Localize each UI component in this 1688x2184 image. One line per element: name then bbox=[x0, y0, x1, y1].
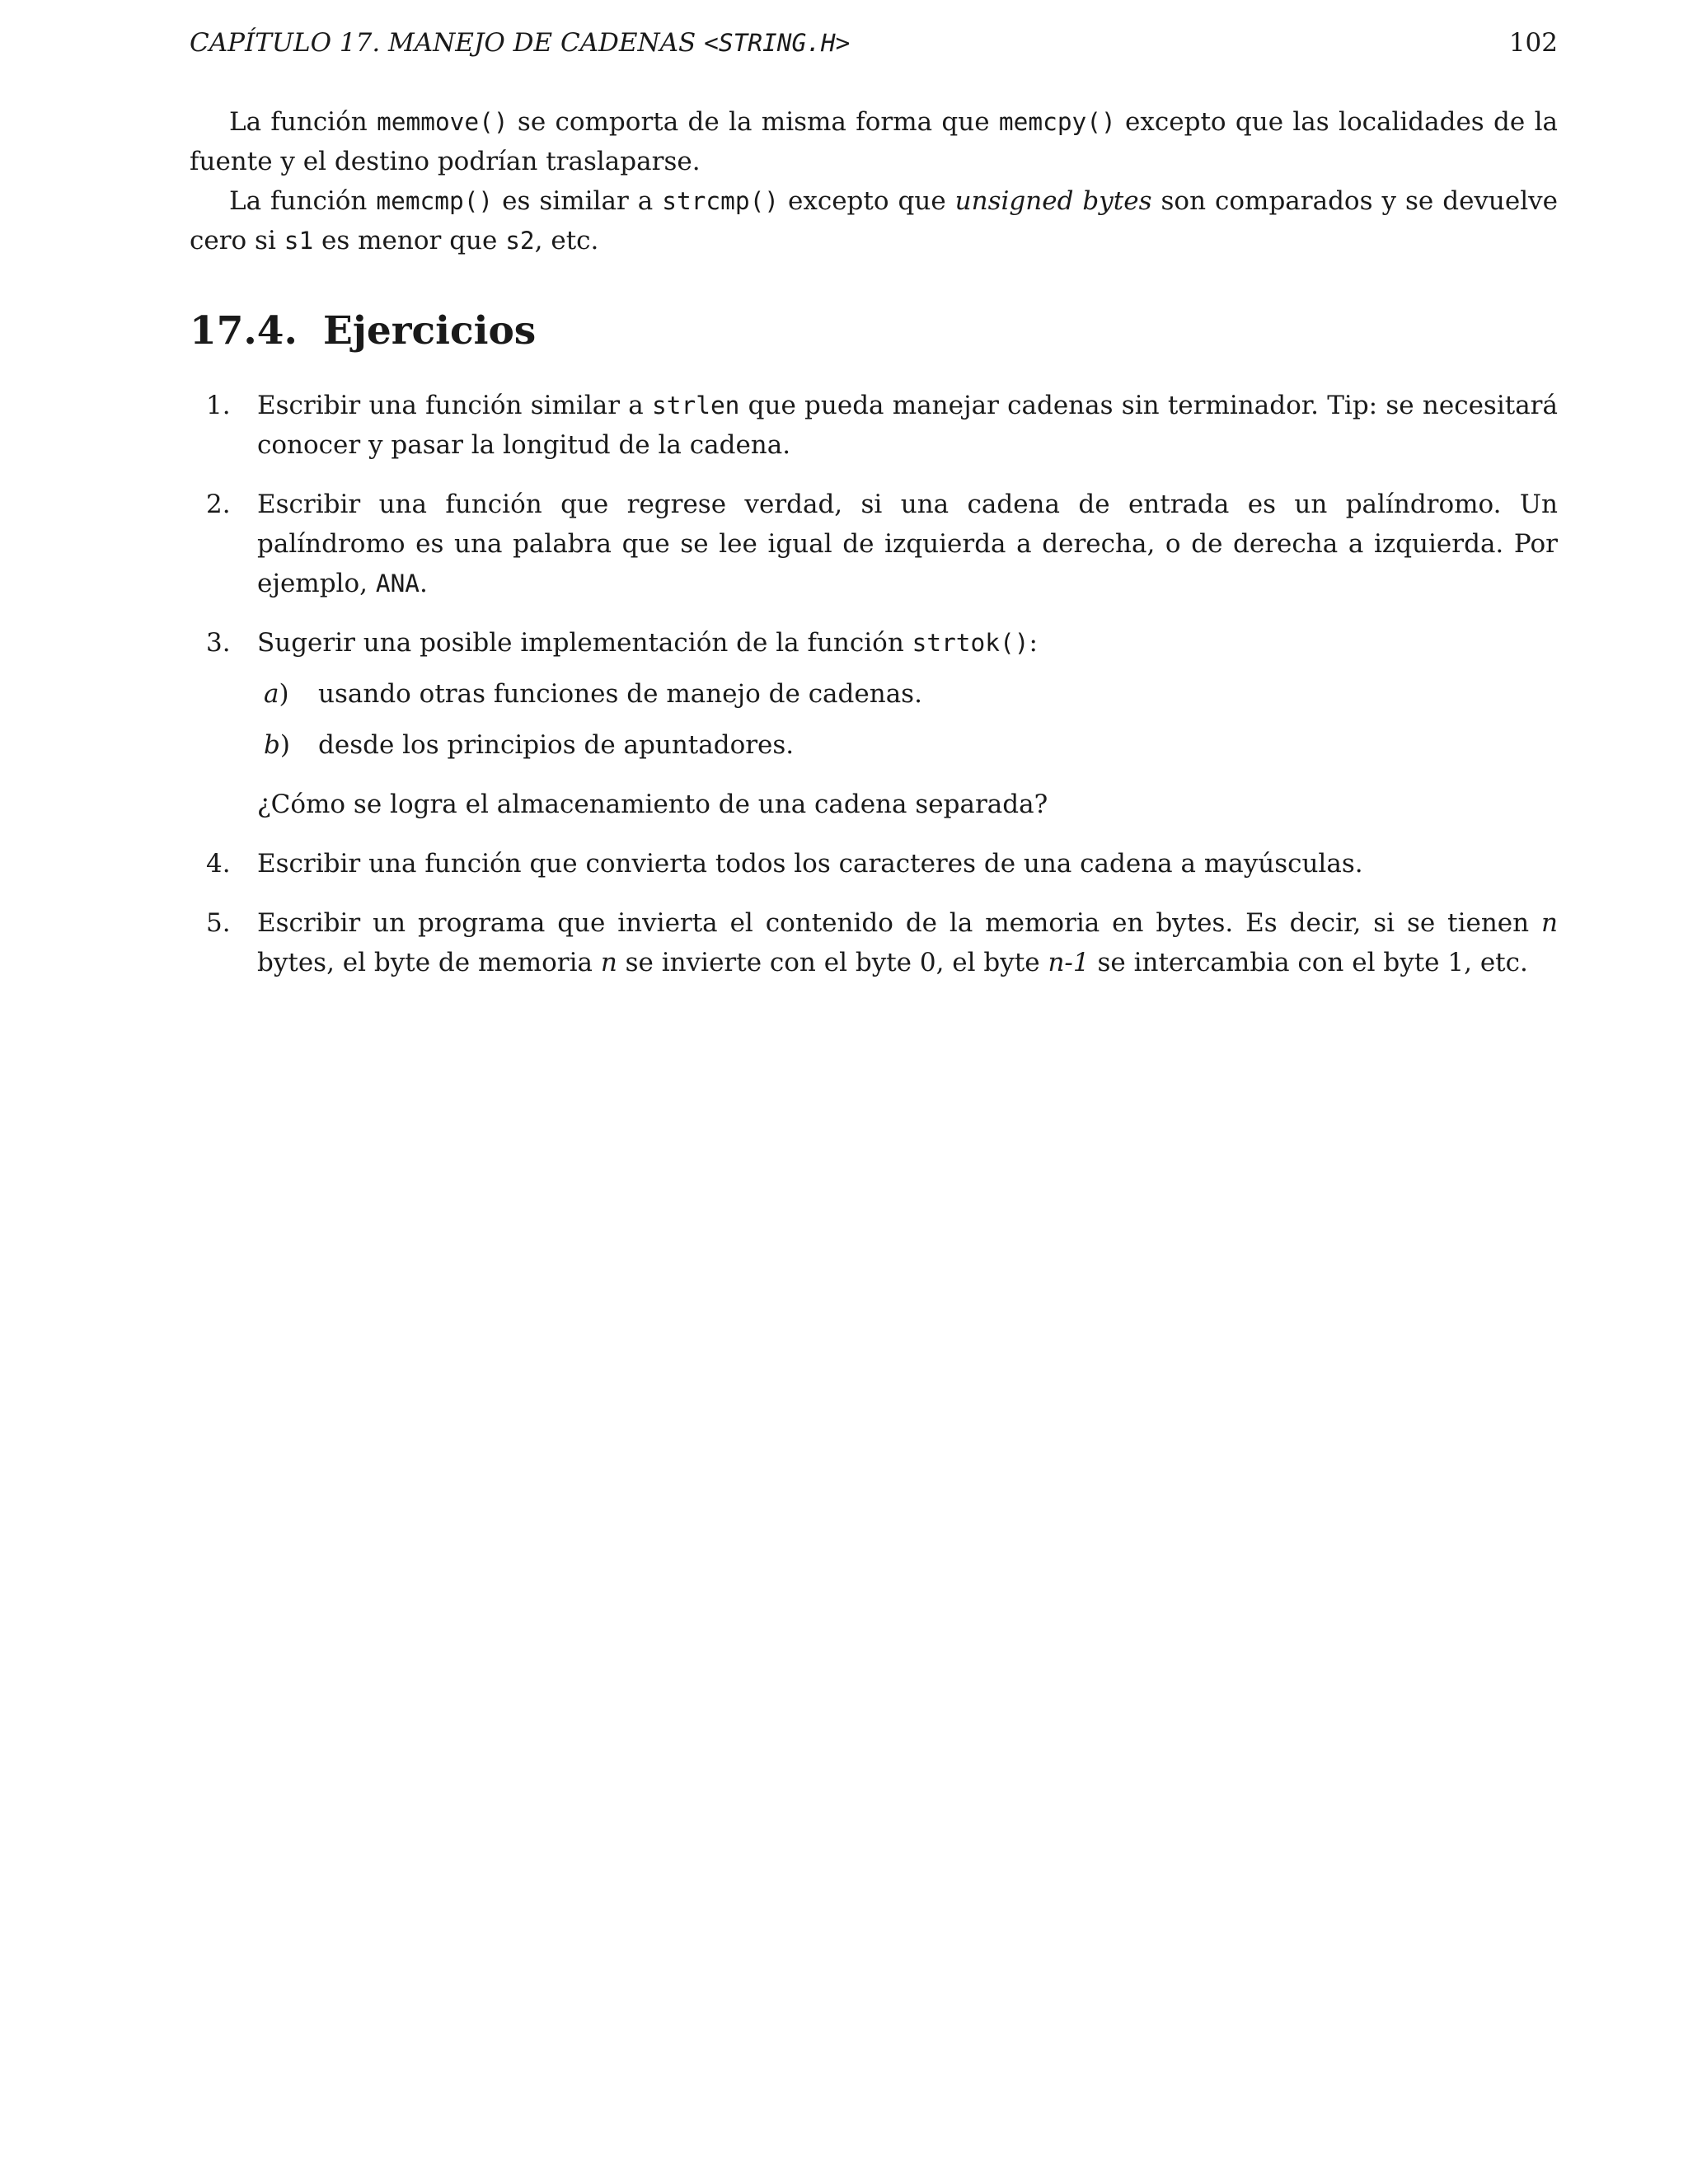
section-heading bbox=[190, 307, 536, 356]
running-header bbox=[190, 25, 1558, 61]
emphasis-unsigned-bytes: unsigned bytes bbox=[954, 186, 1152, 216]
exercise-number: 2. bbox=[206, 490, 231, 519]
code-s2: s2 bbox=[505, 227, 535, 255]
exercise-item: 4. Escribir una función que convierta todos los caracteres de una cadena a mayúsculas. bbox=[190, 844, 1558, 883]
chapter-code: <STRING.H> bbox=[704, 29, 851, 57]
sublist-label: b) bbox=[264, 730, 290, 760]
code-strcmp: strcmp() bbox=[662, 187, 780, 215]
exercise-item: 5. Escribir un programa que invierta el contenido de la memoria en bytes. Es decir, si se tienen n bytes, el byte de memoria n se invierte con el byte 0, el byte n-1 se intercambia con el byte 1, etc. bbox=[190, 903, 1558, 982]
code-memcpy: memcpy() bbox=[998, 108, 1116, 136]
exercise-sublist bbox=[257, 674, 1558, 765]
code-memcmp: memcmp() bbox=[376, 187, 494, 215]
exercise-item: 1. Escribir una función similar a strlen que pueda manejar cadenas sin terminador. Tip: se necesitará conocer y pasar la longitud de la cadena. bbox=[190, 386, 1558, 465]
code-memmove: memmove() bbox=[377, 108, 509, 136]
sublist-item: a) usando otras funciones de manejo de cadenas. bbox=[257, 674, 1558, 714]
exercise-followup: ¿Cómo se logra el almacenamiento de una cadena separada? bbox=[257, 790, 1048, 819]
code-strlen: strlen bbox=[652, 391, 740, 419]
section-title: Ejercicios bbox=[323, 308, 537, 354]
code-s1: s1 bbox=[284, 227, 314, 255]
paragraph-memcmp: La función memcmp() es similar a strcmp() excepto que unsigned bytes son comparados y se devuelve cero si s1 es menor que s2, etc. bbox=[190, 186, 1559, 255]
exercise-number: 1. bbox=[206, 391, 231, 420]
code-ana: ANA bbox=[375, 569, 420, 598]
exercise-number: 3. bbox=[206, 628, 231, 658]
code-strtok: strtok() bbox=[912, 629, 1029, 657]
exercise-item: 2. Escribir una función que regrese verdad, si una cadena de entrada es un palíndromo. Un palíndromo es una palabra que se lee igual de izquierda a derecha, o de derecha a izquierda. Por ejemplo, ANA. bbox=[190, 485, 1558, 603]
sublist-label: a) bbox=[264, 679, 289, 709]
sublist-item: b) desde los principios de apuntadores. bbox=[257, 725, 1558, 765]
exercise-number: 5. bbox=[206, 908, 231, 938]
section-number: 17.4. bbox=[190, 308, 298, 354]
exercise-item: 3. Sugerir una posible implementación de la función strtok(): a) usando otras funciones de manejo de cadenas. b) desde los principios de apuntadores. ¿Cómo se logra el almacenamiento de una cadena separada? bbox=[190, 623, 1558, 824]
exercise-list bbox=[190, 386, 1558, 1002]
exercise-number: 4. bbox=[206, 849, 231, 879]
chapter-title: CAPÍTULO 17. MANEJO DE CADENAS <STRING.H> bbox=[190, 28, 851, 58]
paragraph-memmove: La función memmove() se comporta de la misma forma que memcpy() excepto que las localidades de la fuente y el destino podrían traslaparse. bbox=[190, 107, 1558, 176]
page-number: 102 bbox=[1508, 28, 1558, 58]
